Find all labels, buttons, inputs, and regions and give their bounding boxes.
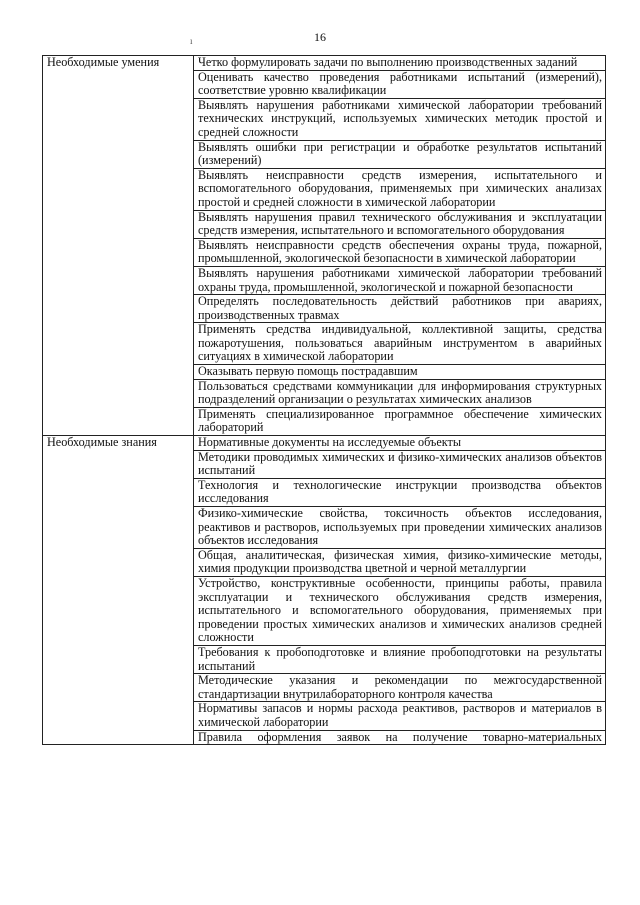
table-row [43, 436, 606, 451]
table-cell-item: Четко формулировать задачи по выполнению производственных заданий [194, 56, 606, 71]
table-cell-item: Выявлять неисправности средств измерения, испытательного и вспомогательного оборудования, применяемых при химических анализах простой и средней сложности в химической лаборатории [194, 168, 606, 210]
table-cell-item: Определять последовательность действий работников при авариях, производственных травмах [194, 295, 606, 323]
group-heading: Необходимые умения [43, 56, 194, 436]
table-cell-item: Физико-химические свойства, токсичность объектов исследования, реактивов и растворов, используемых при проведении химических анализов объектов исследования [194, 507, 606, 549]
table-cell-item: Правила оформления заявок на получение товарно-материальных [194, 730, 606, 745]
table-cell-item: Оценивать качество проведения работниками испытаний (измерений), соответствие уровню квалификации [194, 70, 606, 98]
table-cell-item: Пользоваться средствами коммуникации для информирования структурных подразделений организации о результатах химических анализов [194, 379, 606, 407]
table-cell-item: Применять специализированное программное обеспечение химических лабораторий [194, 407, 606, 435]
requirements-table [42, 55, 606, 745]
table-cell-item: Методики проводимых химических и физико-химических анализов объектов испытаний [194, 450, 606, 478]
table-row [43, 56, 606, 71]
table-cell-item: Выявлять нарушения правил технического обслуживания и эксплуатации средств измерения, испытательного и вспомогательного оборудования [194, 210, 606, 238]
table-cell-item: Выявлять ошибки при регистрации и обработке результатов испытаний (измерений) [194, 140, 606, 168]
table-cell-item: Оказывать первую помощь пострадавшим [194, 365, 606, 380]
margin-mark: ı [190, 36, 193, 46]
table-cell-item: Требования к пробоподготовке и влияние пробоподготовки на результаты испытаний [194, 645, 606, 673]
table-cell-item: Нормативные документы на исследуемые объекты [194, 436, 606, 451]
table-cell-item: Применять средства индивидуальной, коллективной защиты, средства пожаротушения, пользоваться аварийным инструментом в аварийных ситуациях в химической лаборатории [194, 323, 606, 365]
table-cell-item: Нормативы запасов и нормы расхода реактивов, растворов и материалов в химической лаборатории [194, 702, 606, 730]
table-cell-item: Устройство, конструктивные особенности, принципы работы, правила эксплуатации и технического обслуживания средств измерения, испытательного и вспомогательного оборудования, применяемых при проведении простых химических анализов и химических анализов средней сложности [194, 576, 606, 645]
table-cell-item: Методические указания и рекомендации по межгосударственной стандартизации внутрилабораторного контроля качества [194, 674, 606, 702]
page-number: 16 [314, 30, 326, 44]
table-cell-item: Общая, аналитическая, физическая химия, физико-химические методы, химия продукции производства цветной и черной металлургии [194, 548, 606, 576]
table-cell-item: Выявлять нарушения работниками химической лаборатории требований технических инструкций, используемых химических методик простой и средней сложности [194, 98, 606, 140]
group-heading: Необходимые знания [43, 436, 194, 745]
table-cell-item: Выявлять неисправности средств обеспечения охраны труда, пожарной, промышленной, экологической безопасности в химической лаборатории [194, 238, 606, 266]
table-cell-item: Выявлять нарушения работниками химической лаборатории требований охраны труда, промышленной, экологической и пожарной безопасности [194, 266, 606, 294]
table-cell-item: Технология и технологические инструкции производства объектов исследования [194, 478, 606, 506]
